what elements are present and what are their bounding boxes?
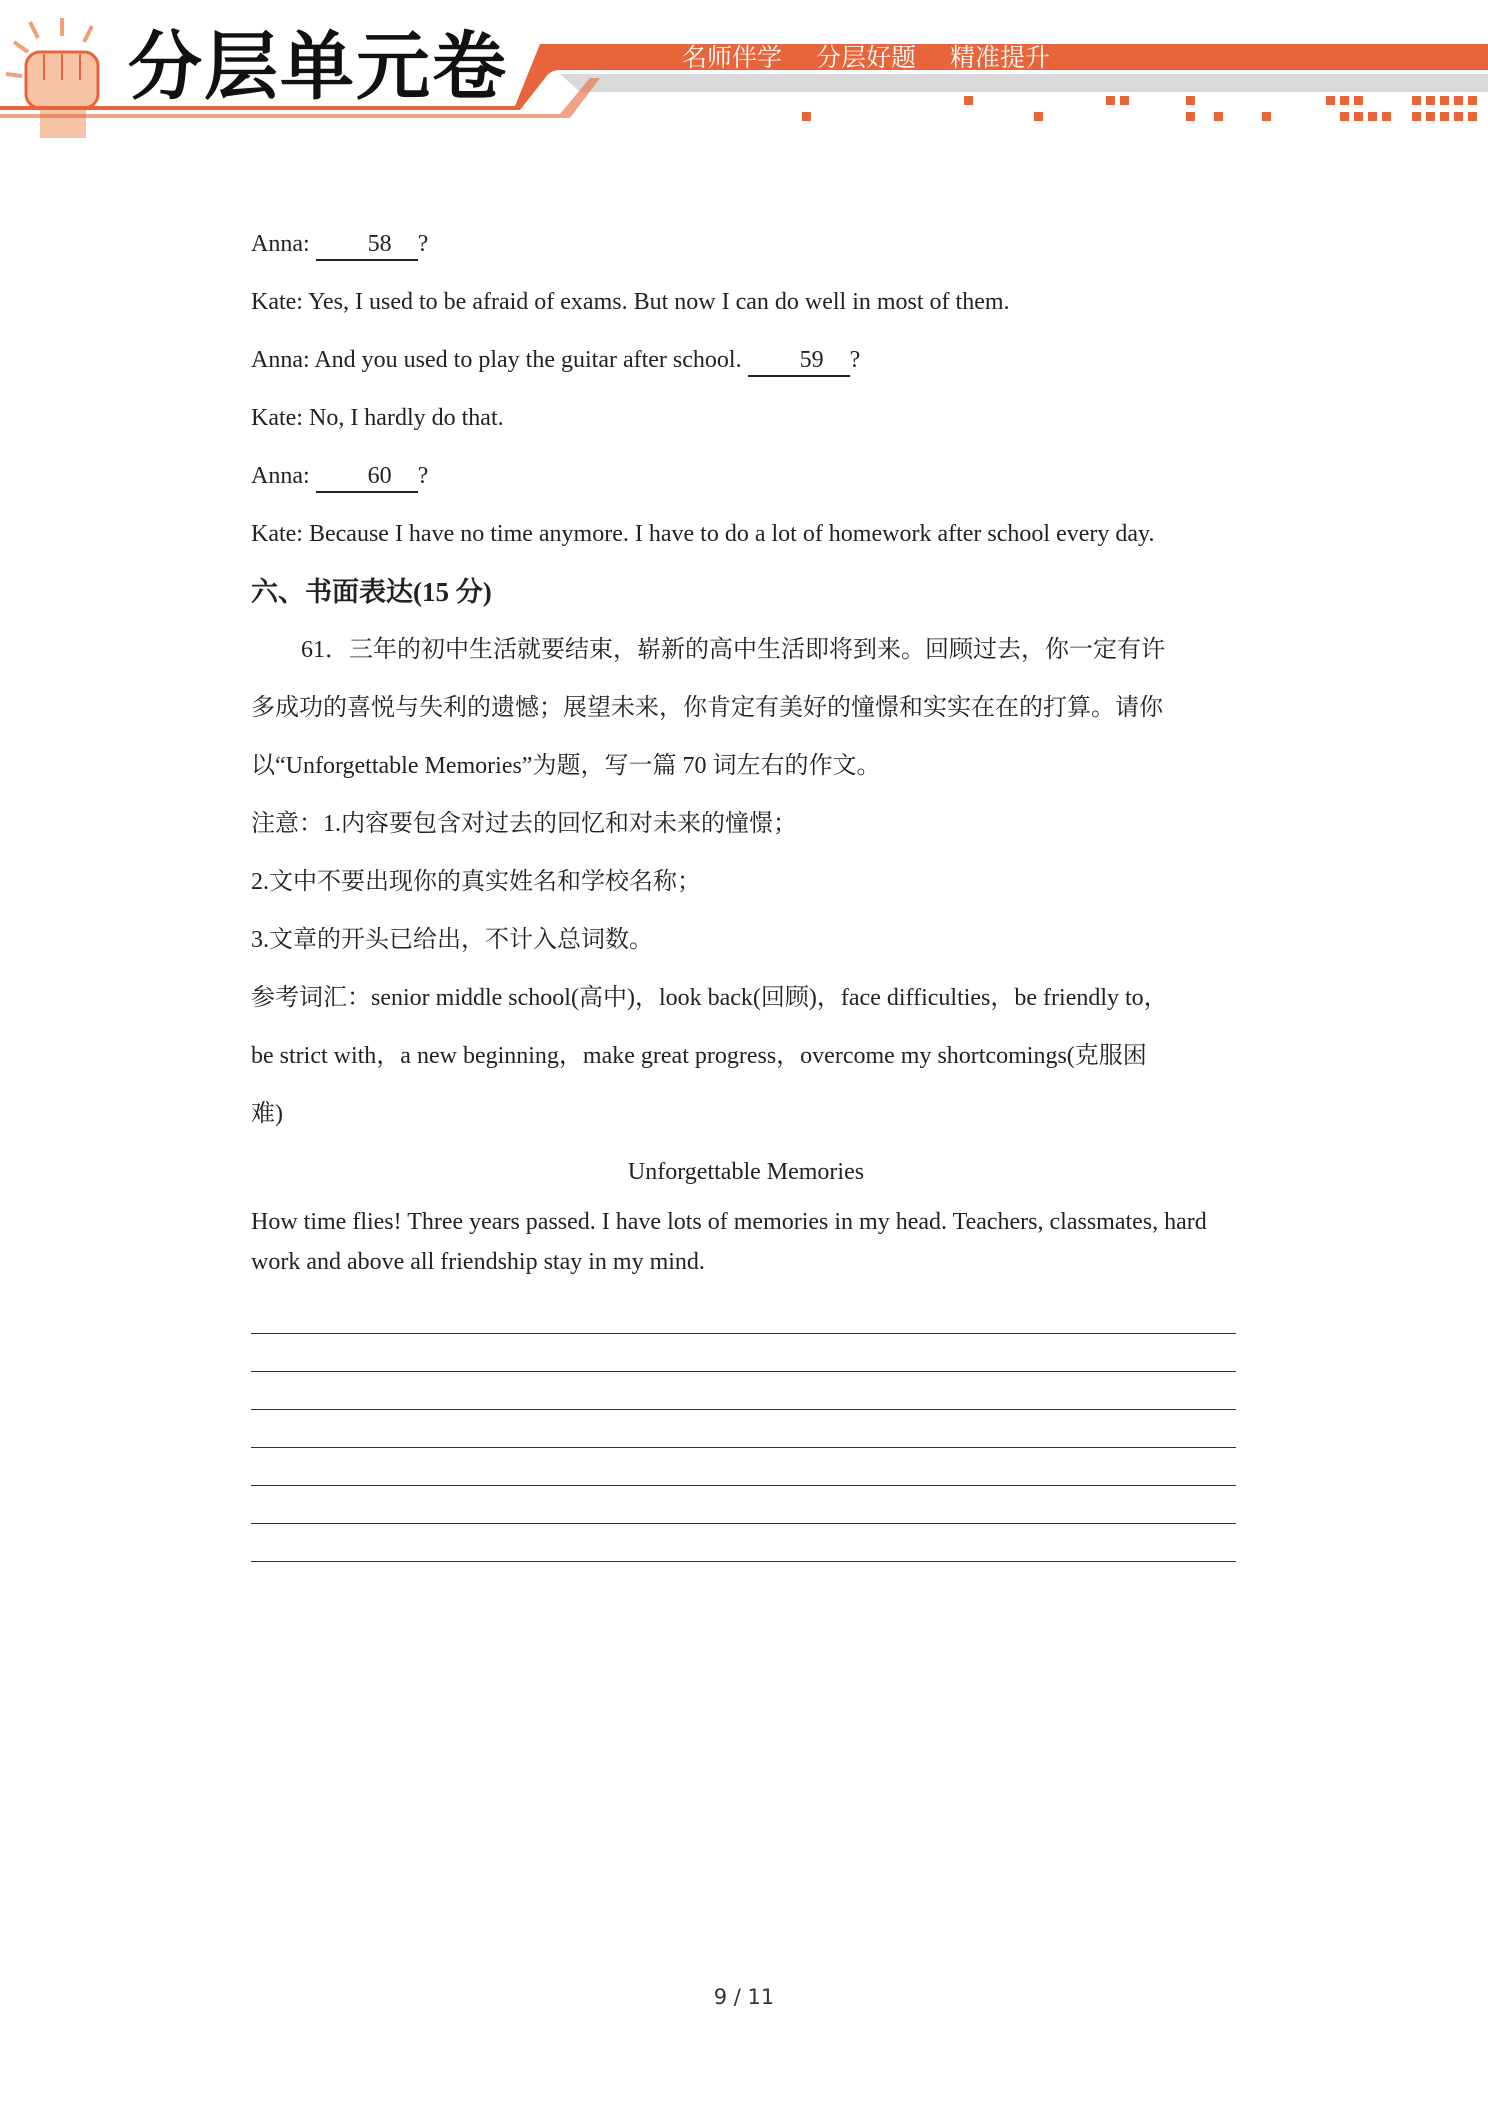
dialogue-line [251,224,1251,282]
section-title: 六、书面表达(15 分) [251,577,492,607]
vocab-line: be strict with，a new beginning，make great progress，overcome my shortcomings(克服困 [251,1043,1147,1069]
line-end: ? [417,231,429,257]
speaker: Anna: [251,463,310,489]
answer-blank-60[interactable]: 60 [316,461,418,493]
writing-line[interactable] [251,1448,1236,1486]
essay-title: Unforgettable Memories [627,1159,865,1185]
dialogue-text: No, I hardly do that. [308,405,504,431]
dialogue-text: Yes, I used to be afraid of exams. But now I can do well in most of them. [308,289,1010,315]
prompt-line: 61．三年的初中生活就要结束，崭新的高中生活即将到来。回顾过去，你一定有许 [301,637,1165,663]
page-header [0,0,1488,140]
dialogue-line [251,398,1251,456]
line-end: ? [849,347,861,373]
essay-start: How time flies! Three years passed. I have lots of memories in my head. Teachers, classmates, hard work and above all friendship stay in my mind. [251,1209,1207,1275]
prompt-line: 多成功的喜悦与失利的遗憾；展望未来，你肯定有美好的憧憬和实实在在的打算。请你 [251,695,1163,721]
writing-line[interactable] [251,1524,1236,1562]
line-end: ? [417,463,429,489]
dialogue-text: Because I have no time anymore. I have to do a lot of homework after school every day. [308,521,1155,547]
vocab-line: 难) [251,1101,283,1127]
page-number: 9 / 11 [713,1985,775,2009]
writing-area[interactable] [251,1296,1251,1562]
speaker: Anna: [251,231,310,257]
writing-line[interactable] [251,1410,1236,1448]
writing-line[interactable] [251,1334,1236,1372]
brand-title: 分层单元卷 [128,24,508,110]
fist-icon [6,18,98,138]
answer-blank-58[interactable]: 58 [316,229,418,261]
note-line: 注意：1.内容要包含对过去的回忆和对未来的憧憬； [251,811,797,837]
speaker: Kate: [251,521,303,547]
page-content [251,224,1251,1562]
speaker: Kate: [251,405,303,431]
speaker: Kate: [251,289,303,315]
answer-blank-59[interactable]: 59 [748,345,850,377]
header-slogans [682,42,1076,74]
writing-line[interactable] [251,1372,1236,1410]
slogan-2: 分层好题 [815,43,916,72]
dialogue-text: And you used to play the guitar after school. [314,347,742,373]
slogan-3: 精准提升 [949,43,1050,72]
vocab-line: 参考词汇：senior middle school(高中)，look back(回顾)，face difficulties，be friendly to， [251,985,1168,1011]
dialogue-line [251,340,1251,398]
writing-line[interactable] [251,1296,1236,1334]
dialogue-line [251,456,1251,514]
dialogue-line [251,282,1251,340]
writing-line[interactable] [251,1486,1236,1524]
speaker: Anna: [251,347,310,373]
prompt-line: 以“Unforgettable Memories”为题，写一篇 70 词左右的作文。 [251,753,881,779]
note-line: 3.文章的开头已给出，不计入总词数。 [251,927,653,953]
note-line: 2.文中不要出现你的真实姓名和学校名称； [251,869,701,895]
dialogue-line [251,514,1251,572]
slogan-1: 名师伴学 [682,43,783,72]
